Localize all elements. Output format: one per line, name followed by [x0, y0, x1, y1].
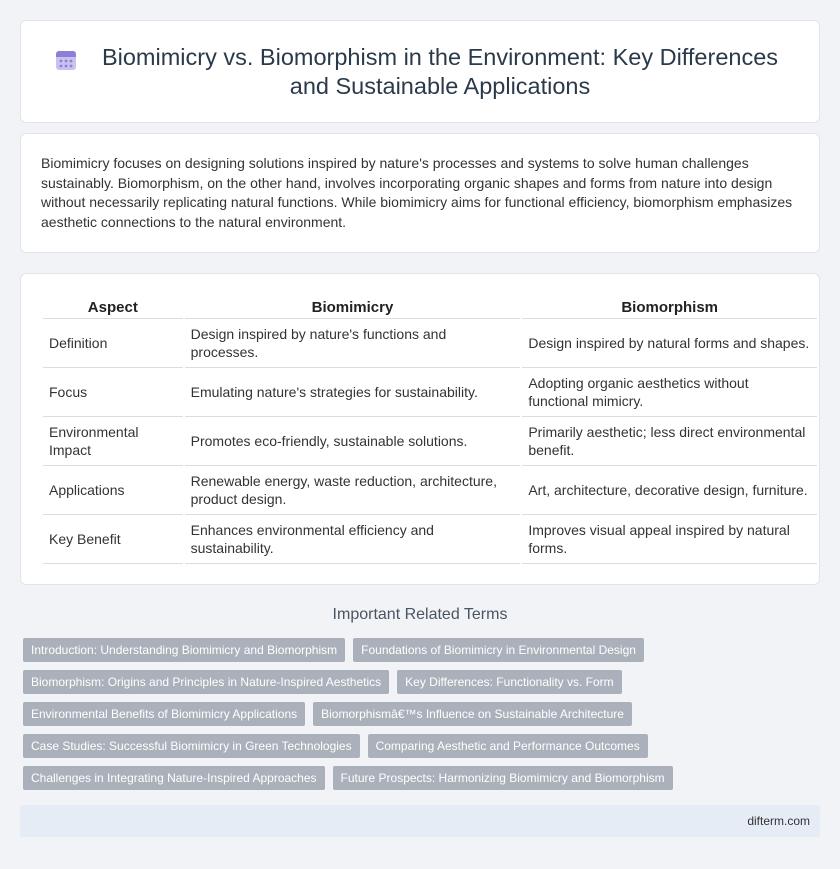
table-cell: Design inspired by natural forms and shapes. — [522, 318, 817, 367]
related-term-tag[interactable]: Introduction: Understanding Biomimicry and Biomorphism — [23, 638, 345, 662]
table-cell: Applications — [43, 465, 183, 514]
table-cell: Improves visual appeal inspired by natural forms. — [522, 514, 817, 564]
related-term-tag[interactable]: Environmental Benefits of Biomimicry Applications — [23, 702, 305, 726]
related-term-tag[interactable]: Challenges in Integrating Nature-Inspired Approaches — [23, 766, 325, 790]
related-term-tag[interactable]: Key Differences: Functionality vs. Form — [397, 670, 622, 694]
table-cell: Art, architecture, decorative design, furniture. — [522, 465, 817, 514]
table-header-row — [43, 296, 817, 318]
related-term-tag[interactable]: Future Prospects: Harmonizing Biomimicry and Biomorphism — [333, 766, 673, 790]
table-row — [43, 416, 817, 465]
column-header-biomorphism: Biomorphism — [621, 299, 719, 316]
table-cell: Promotes eco-friendly, sustainable solutions. — [185, 416, 521, 465]
related-term-tag[interactable]: Foundations of Biomimicry in Environmental Design — [353, 638, 644, 662]
table-row — [43, 465, 817, 514]
table-cell: Definition — [43, 318, 183, 367]
column-header-aspect: Aspect — [87, 299, 138, 316]
column-header-biomimicry: Biomimicry — [311, 299, 394, 316]
table-row — [43, 318, 817, 367]
table-row — [43, 514, 817, 564]
table-cell: Emulating nature's strategies for sustainability. — [185, 367, 521, 416]
comparison-table-card — [20, 273, 820, 585]
table-cell: Environmental Impact — [43, 416, 183, 465]
table-cell: Adopting organic aesthetics without functional mimicry. — [522, 367, 817, 416]
table-cell: Enhances environmental efficiency and sustainability. — [185, 514, 521, 564]
footer — [20, 805, 820, 837]
header-card — [20, 20, 820, 123]
table-cell: Renewable energy, waste reduction, architecture, product design. — [185, 465, 521, 514]
table-cell: Focus — [43, 367, 183, 416]
intro-card — [20, 133, 820, 253]
footer-site-link[interactable]: difterm.com — [747, 814, 810, 828]
related-term-tag[interactable]: Comparing Aesthetic and Performance Outcomes — [368, 734, 648, 758]
related-term-tag[interactable]: Biomorphism: Origins and Principles in Nature-Inspired Aesthetics — [23, 670, 389, 694]
page-title: Biomimicry vs. Biomorphism in the Environment: Key Differences and Sustainable Applications — [101, 43, 779, 99]
related-terms-list — [23, 638, 683, 798]
related-term-tag[interactable]: Biomorphismâ€™s Influence on Sustainable Architecture — [313, 702, 632, 726]
table-cell: Design inspired by nature's functions and processes. — [185, 318, 521, 367]
comparison-table — [41, 296, 819, 564]
related-term-tag[interactable]: Case Studies: Successful Biomimicry in Green Technologies — [23, 734, 360, 758]
related-terms-heading: Important Related Terms — [332, 606, 508, 623]
table-cell: Key Benefit — [43, 514, 183, 564]
intro-paragraph: Biomimicry focuses on designing solutions inspired by nature's processes and systems to solve human challenges sustainably. Biomorphism, on the other hand, involves incorporating organic shapes and forms from nature into design without necessarily replicating natural functions. While biomimicry aims for functional efficiency, biomorphism emphasizes aesthetic connections to the natural environment. — [41, 155, 793, 230]
table-cell: Primarily aesthetic; less direct environmental benefit. — [522, 416, 817, 465]
table-row — [43, 367, 817, 416]
